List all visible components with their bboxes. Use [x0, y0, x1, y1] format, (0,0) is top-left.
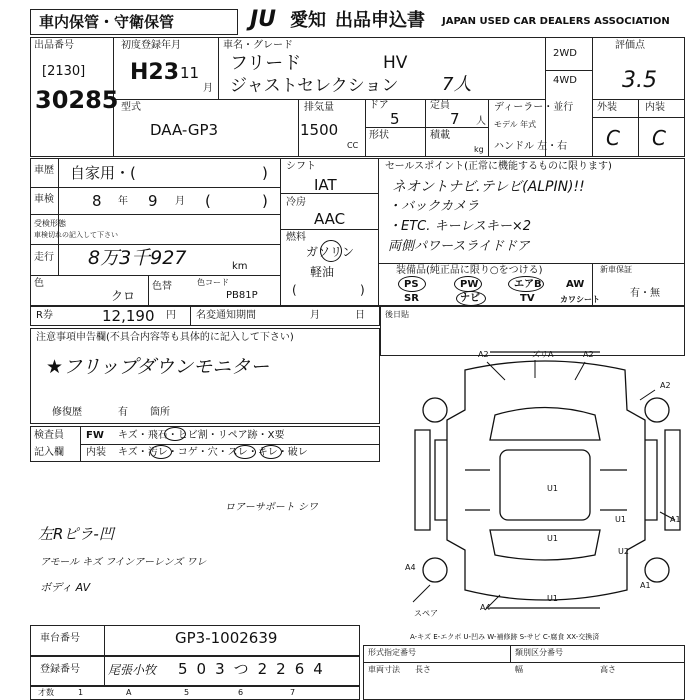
interior-label: 内装	[645, 102, 665, 113]
history-close: )	[262, 164, 268, 182]
bottom-row-item-2: A	[126, 688, 132, 697]
diagram-mark-12: A1	[640, 581, 651, 590]
sales-point-4: 両側パワースライドドア	[388, 239, 530, 254]
color-change-label: 色替	[152, 281, 172, 292]
exterior-label: 外装	[597, 102, 617, 113]
notes-handwritten: ★フリップダウンモニター	[46, 356, 270, 378]
remark-molding: アモール キズ フインアーレンズ ワレ	[40, 557, 207, 568]
dealer-label: ディーラー・並行	[494, 102, 574, 113]
diagram-mark-6: U1	[547, 484, 558, 493]
aircon-value: AAC	[314, 210, 346, 228]
registration-label: 初度登録年月	[121, 40, 181, 51]
inspector-label: 検査員	[34, 430, 64, 441]
model-label: 型式	[121, 102, 141, 113]
displacement-unit: CC	[347, 141, 359, 150]
shape-label: 形状	[369, 130, 389, 141]
diagram-mark-3: A2	[583, 350, 594, 359]
shift-label: シフト	[286, 161, 316, 172]
fw-label: FW	[86, 430, 104, 441]
damage-legend: A-キズ E-エクボ U-凹み W-補修跡 S-サビ C-腐食 XX-交換済	[410, 633, 600, 641]
interior-defect-label: 内装	[86, 447, 106, 458]
capacity-value: 7	[450, 110, 460, 128]
plate-area: 尾張小牧	[108, 663, 157, 677]
diagram-mark-9: U1	[547, 594, 558, 603]
warranty-value: 有・無	[630, 288, 660, 299]
interior-defects: キズ・汚レ・コゲ・穴・スレ・キレ・破レ	[118, 447, 308, 458]
diagram-mark-4: A2	[660, 381, 671, 390]
lot-sub-number: [2130]	[42, 64, 86, 79]
storage-notice-box	[30, 9, 238, 35]
interior-grade: C	[652, 126, 666, 150]
form-title: 出品申込書	[335, 10, 425, 31]
capacity-label: 定員	[430, 100, 450, 111]
diagram-mark-8: U1	[547, 534, 558, 543]
name-change-month: 月	[310, 310, 320, 321]
inspector-entry-label: 記入欄	[34, 447, 64, 458]
inspection-month: 9	[148, 192, 158, 210]
doors-value: 5	[390, 110, 400, 128]
equipment-pw-circle	[454, 276, 482, 292]
class-number-label: 類別区分番号	[515, 648, 563, 657]
displacement-label: 排気量	[304, 102, 334, 113]
remark-lower-support: ロアーサポート シワ	[225, 502, 318, 513]
name-change-day: 日	[355, 310, 365, 321]
equipment-label: 装備品(純正品に限り○をつける)	[396, 265, 543, 276]
name-change-label: 名変通知期間	[196, 310, 256, 321]
inspection-form-note: 車検切れの記入して下さい	[34, 231, 118, 239]
mileage-label: 走行	[34, 252, 54, 263]
bottom-row-item-1: 1	[78, 688, 84, 697]
repair-history-part: 箇所	[150, 407, 170, 418]
equipment-tv: TV	[520, 293, 535, 304]
equipment-sr: SR	[404, 293, 419, 304]
storage-notice: 車内保管・守衛保管	[39, 13, 175, 31]
fuel-close: )	[360, 283, 365, 297]
org-name: 愛知	[290, 10, 326, 31]
fuel-gas: ガソリン	[306, 245, 355, 259]
equipment-airbag: エアB	[514, 279, 542, 290]
warranty-label: 新車保証	[600, 265, 632, 274]
equipment-airbag-circle	[508, 276, 544, 292]
capacity-unit: 人	[476, 116, 486, 127]
interior-wear-circle	[260, 445, 282, 459]
shift-value: IAT	[314, 176, 337, 194]
interior-stain-circle	[150, 445, 172, 459]
repair-history-label: 修復歴	[52, 407, 82, 418]
inspection-label: 車検	[34, 194, 54, 205]
top-info-table	[30, 37, 685, 157]
org-english-name: JAPAN USED CAR DEALERS ASSOCIATION	[442, 16, 670, 27]
drive-4wd: 4WD	[553, 75, 577, 86]
car-name-label: 車名・グレード	[223, 40, 293, 51]
inspection-year: 8	[92, 192, 102, 210]
history-value: 自家用・(	[70, 164, 136, 182]
history-label: 車歴	[34, 165, 54, 176]
aircon-label: 冷房	[286, 197, 306, 208]
equipment-ps: PS	[404, 279, 419, 290]
equipment-aw: AW	[566, 279, 585, 290]
diagram-mark-13: A4	[480, 603, 491, 612]
car-seats-note: 7人	[442, 74, 472, 95]
color-label: 色	[34, 278, 44, 289]
fuel-paren: (	[292, 283, 297, 297]
inspection-year-unit: 年	[118, 196, 128, 207]
rating-label: 評価点	[615, 40, 645, 51]
lot-label: 出品番号	[34, 40, 74, 51]
dimension-height: 高さ	[600, 665, 616, 674]
mileage-value: 8万3千927	[88, 247, 187, 269]
r-ticket-unit: 円	[166, 310, 176, 321]
fw-chip-circle	[164, 427, 186, 441]
dimension-label: 車両寸法	[368, 665, 400, 674]
plate-label: 登録番号	[40, 664, 80, 675]
diagram-mark-5: A1	[670, 515, 681, 524]
mileage-unit: km	[232, 261, 248, 272]
inspection-paren: (	[205, 192, 211, 210]
load-label: 積載	[430, 130, 450, 141]
handle-label: ハンドル 左・右	[494, 141, 568, 152]
lot-number: 30285	[35, 86, 119, 114]
dimension-width: 幅	[515, 665, 523, 674]
inspection-month-unit: 月	[175, 196, 185, 207]
color-code-label: 色コード	[197, 278, 229, 287]
plate-digits: 503つ2264	[178, 660, 332, 678]
ju-logo: JU	[250, 7, 277, 32]
color-code: PB81P	[226, 290, 258, 301]
r-ticket-value: 12,190	[102, 307, 155, 325]
equipment-navi-circle	[456, 291, 486, 306]
equipment-pw: PW	[460, 279, 479, 290]
diagram-mark-2: ズリA	[532, 350, 554, 359]
diagram-mark-7: U1	[615, 515, 626, 524]
equipment-navi: ナビ	[460, 293, 480, 304]
remark-body: ボディ AV	[40, 581, 91, 594]
r-ticket-label: R券	[36, 310, 53, 321]
registration-month-unit: 月	[203, 83, 213, 94]
bottom-row-item-5: 7	[290, 688, 296, 697]
inspection-close: )	[262, 192, 268, 210]
drive-2wd: 2WD	[553, 48, 577, 59]
equipment-ps-circle	[398, 276, 426, 292]
bottom-row-item-4: 6	[238, 688, 244, 697]
displacement-value: 1500	[300, 121, 339, 139]
remark-left-pillar: 左Rピラ-凹	[38, 525, 114, 543]
chassis-label: 車台番号	[40, 633, 80, 644]
sales-point-2: ・バックカメラ	[388, 199, 480, 214]
registration-era-year: H23	[130, 60, 180, 85]
dimension-length: 長さ	[415, 665, 431, 674]
diagram-mark-1: A2	[478, 350, 489, 359]
chassis-number: GP3-1002639	[175, 629, 278, 647]
fuel-gas-circle-mark	[320, 240, 342, 262]
doors-label: ドア	[369, 100, 389, 111]
model-code: DAA-GP3	[150, 121, 219, 139]
notes-label: 注意事項申告欄(不具合内容等も具体的に記入して下さい)	[36, 332, 294, 343]
diagram-mark-11: A4	[405, 563, 416, 572]
form-number-label: 形式指定番号	[368, 648, 416, 657]
fuel-label: 燃料	[286, 232, 306, 243]
fuel-diesel: 軽油	[310, 265, 335, 279]
interior-hole-circle	[234, 445, 256, 459]
load-unit: kg	[474, 145, 484, 154]
sales-points-label: セールスポイント(正常に機能するものに限ります)	[385, 161, 612, 172]
rating-score: 3.5	[622, 68, 657, 93]
diagram-spare-label: スペア	[414, 609, 438, 618]
exterior-grade: C	[606, 126, 620, 150]
equipment-leather-seat: カワシート	[560, 295, 600, 304]
sales-point-3: ・ETC. キーレスキー×2	[388, 219, 532, 234]
color-value: クロ	[111, 289, 136, 303]
car-name: フリード	[230, 53, 302, 74]
fw-defects: キズ・飛石・ヒビ割・リペア跡・X要	[118, 430, 285, 441]
repair-history-value: 有	[118, 407, 128, 418]
inspection-form-label: 受検形態	[34, 219, 66, 228]
sales-point-1: ネオントナビ.テレビ(ALPIN)!!	[392, 179, 585, 195]
model-year-label: モデル 年式	[494, 120, 537, 129]
car-hybrid: HV	[383, 53, 408, 73]
after-install-label: 後日貼	[385, 310, 409, 319]
bottom-row-item-3: 5	[184, 688, 190, 697]
diagram-mark-10: U2	[618, 547, 629, 556]
bottom-row-label: 才数	[38, 688, 54, 697]
car-grade: ジャストセレクション	[230, 76, 399, 96]
registration-month: 11	[180, 64, 200, 82]
